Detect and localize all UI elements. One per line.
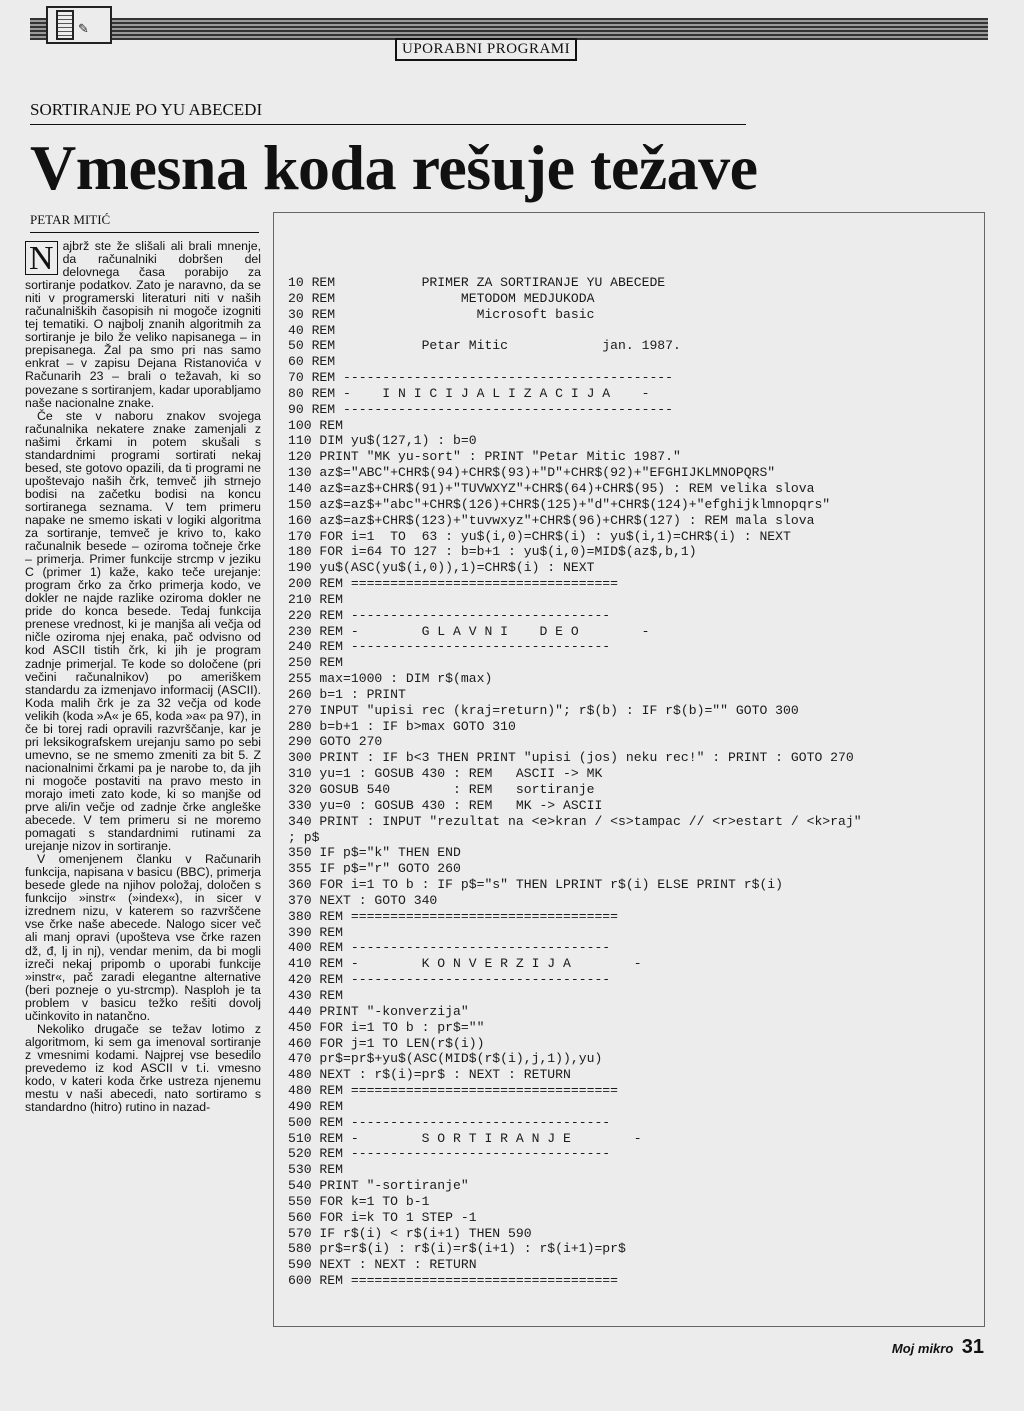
code-line: 260 b=1 : PRINT [288,686,406,702]
code-line: 60 REM [288,354,336,370]
code-line: 130 az$="ABC"+CHR$(94)+CHR$(93)+"D"+CHR$(92)+"EFGHIJKLMNOPQRS" [288,465,776,481]
code-line: 580 pr$=r$(i) : r$(i)=r$(i+1) : r$(i+1)=pr$ [288,1241,626,1257]
code-line: 350 IF p$="k" THEN END [288,845,461,861]
paragraph: Nekoliko drugače se težav lotimo z algoritmom, ki sem ga imenoval sortiranje z vmesnimi kodami. Najprej vse besedilo prevedemo iz kod ASCII v t.i. vmesno kodo, v kateri koda črke ustreza njenemu mestu v naši abecedi, nato sortiramo s standardno (hitro) rutino in nazad- [25,1021,261,1115]
pencil-icon: ✎ [78,22,89,37]
code-line: 230 REM - G L A V N I D E O - [288,623,650,639]
code-line: 40 REM [288,322,336,338]
code-line: 410 REM - K O N V E R Z I J A - [288,956,642,972]
program-listing-box [273,212,985,1327]
page-footer [892,1336,984,1359]
code-line: 500 REM --------------------------------- [288,1114,611,1130]
code-line: 390 REM [288,924,344,940]
code-line: 255 max=1000 : DIM r$(max) [288,671,493,687]
article-kicker: SORTIRANJE PO YU ABECEDI [30,100,263,119]
code-line: 280 b=b+1 : IF b>max GOTO 310 [288,718,516,734]
code-line: 470 pr$=pr$+yu$(ASC(MID$(r$(i),j,1)),yu) [288,1051,603,1067]
code-line: 220 REM --------------------------------- [288,607,611,623]
code-line: ; p$ [288,829,320,845]
code-line: 440 PRINT "-konverzija" [288,1003,469,1019]
code-line: 90 REM ------------------------------------------ [288,401,674,417]
code-line: 250 REM [288,655,344,671]
paragraph: V omenjenem članku v Računarih funkcija, napisana v basicu (BBC), primerja besede glede na njihov položaj, določen s funkcijo »instr« (»index«), in sicer v izrednem nizu, v katerem so razvrščene vse črke naše abecede. Nalogo sicer več ali manj opravi (upošteva vse črke razen dž, đ, lj in nj), vendar menim, da bi mogli izreči nekaj pripomb o uporabi funkcije »instr«, pač zaradi elegantne alternative (beri pozneje o yu-strcmp). Nasploh je ta problem v basicu težko rešiti dovolj učinkovito in natančno. [25,852,261,1023]
code-line: 150 az$=az$+"abc"+CHR$(126)+CHR$(125)+"d"+CHR$(124)+"efghijklmnopqrs" [288,496,831,512]
magazine-name: Moj mikro [891,1341,954,1356]
code-line: 180 FOR i=64 TO 127 : b=b+1 : yu$(i,0)=MID$(az$,b,1) [288,544,697,560]
code-line: 590 NEXT : NEXT : RETURN [288,1257,477,1273]
code-line: 310 yu=1 : GOSUB 430 : REM ASCII -> MK [288,766,603,782]
code-line: 240 REM --------------------------------- [288,639,611,655]
code-line: 480 REM ================================== [288,1083,619,1099]
code-line: 340 PRINT : INPUT "rezultat na <e>kran / <s>tampac // <r>estart / <k>raj" [288,813,862,829]
code-line: 20 REM METODOM MEDJUKODA [288,290,595,306]
program-listing [288,275,862,1289]
code-line: 570 IF r$(i) < r$(i+1) THEN 590 [288,1225,532,1241]
code-line: 450 FOR i=1 TO b : pr$="" [288,1019,485,1035]
code-line: 600 REM ================================== [288,1273,619,1289]
code-line: 420 REM --------------------------------- [288,972,611,988]
article-body [25,240,261,1328]
section-label: UPORABNI PROGRAMI [395,38,577,61]
code-line: 490 REM [288,1098,344,1114]
code-line: 520 REM --------------------------------- [288,1146,611,1162]
code-line: 80 REM - I N I C I J A L I Z A C I J A - [288,385,650,401]
code-line: 300 PRINT : IF b<3 THEN PRINT "upisi (jos) neku rec!" : PRINT : GOTO 270 [288,750,854,766]
code-line: 30 REM Microsoft basic [288,306,595,322]
code-line: 510 REM - S O R T I R A N J E - [288,1130,642,1146]
code-line: 10 REM PRIMER ZA SORTIRANJE YU ABECEDE [288,275,666,290]
code-line: 200 REM ================================== [288,576,619,592]
code-line: 380 REM ================================== [288,908,619,924]
code-line: 320 GOSUB 540 : REM sortiranje [288,782,595,797]
code-line: 290 GOTO 270 [288,734,383,750]
code-line: 50 REM Petar Mitic jan. 1987. [288,338,681,354]
headline: Vmesna koda rešuje težave [30,132,758,203]
code-line: 360 FOR i=1 TO b : IF p$="s" THEN LPRINT r$(i) ELSE PRINT r$(i) [288,877,784,893]
code-line: 100 REM [288,417,344,433]
code-line: 530 REM [288,1162,344,1178]
code-line: 400 REM --------------------------------- [288,940,611,956]
paragraph-text: ajbrž ste že slišali ali brali mnenje, da računalniki dobršen del delovnega časa porabijo za sortiranje podatkov. Zato je naravno, da se niti v programerski literaturi niti v naših računalniških časopisih ni mogoče izogniti tej tematiki. O najbolj znanih algoritmih za sortiranje je bilo že veliko napisanega – in prepisanega. Žal pa smo pri nas samo enkrat – v zapisu Dejana Ristanovića v Računarih 23 – brali o težavah, ki so povezane s sortiranjem, kadar uporabljamo naše nacionalne znake. [25,240,261,410]
code-line: 480 NEXT : r$(i)=pr$ : NEXT : RETURN [288,1067,571,1083]
code-line: 460 FOR j=1 TO LEN(r$(i)) [288,1035,485,1051]
code-line: 270 INPUT "upisi rec (kraj=return)"; r$(b) : IF r$(b)="" GOTO 300 [288,702,799,718]
code-line: 430 REM [288,987,344,1003]
drop-cap: N [25,241,58,275]
paragraph [25,240,261,410]
code-line: 210 REM [288,591,344,607]
code-line: 540 PRINT "-sortiranje" [288,1178,469,1194]
code-line: 330 yu=0 : GOSUB 430 : REM MK -> ASCII [288,797,603,813]
divider [30,232,259,233]
listing-icon [46,6,112,44]
code-line: 190 yu$(ASC(yu$(i,0)),1)=CHR$(i) : NEXT [288,560,595,576]
code-line: 160 az$=az$+CHR$(123)+"tuvwxyz"+CHR$(96)+CHR$(127) : REM mala slova [288,512,815,528]
code-line: 170 FOR i=1 TO 63 : yu$(i,0)=CHR$(i) : yu$(i,1)=CHR$(i) : NEXT [288,528,791,544]
divider [30,124,746,125]
page-number: 31 [961,1336,984,1358]
code-line: 550 FOR k=1 TO b-1 [288,1193,430,1209]
code-line: 140 az$=az$+CHR$(91)+"TUVWXYZ"+CHR$(64)+CHR$(95) : REM velika slova [288,480,815,496]
code-line: 70 REM ------------------------------------------ [288,370,674,386]
paragraph: Če ste v naboru znakov svojega računalnika nekatere znake zamenjali z našimi črkami in potem skušali s standardnimi programi sortirati nekaj besed, ste gotovo opazili, da ti programi ne upoštevajo naših črk, temveč jih strnejo bodisi na začetku bodisi na koncu sortiranega seznama. V tem primeru napake ne smemo iskati v logiki algoritma za sortiranje, temveč je krivo to, kako računalnik besede – oziroma točneje črke – primerja. Primer funkcije strcmp v jeziku C (primer 1) kaže, kako teče urejanje: program črko za črko primerja kodo, ve dokler ne najde razlike oziroma dokler ne pride do konca besede. Tedaj funkcija prenese vrednost, ki je manjša ali večja od ničle oziroma njej enaka, pač odvisno od kod ASCII tistih črk, ki jih je program zadnje primerjal. Te kode so določene (pri večini računalnikov) po ameriškem standardu za izmenjavo informacij (ASCII). Koda malih črk je za 32 večja od kode velikih (koda »A« je 65, koda »a« pa 97), in če bi torej radi opravili razvrščanje, kar je pri leksikografskem urejanju samo po sebi umevno, se ne smemo zmeniti za bit 5. Z nacionalnimi črkami pa je narobe to, da jih ni mogoče postaviti na pravo mesto in morajo imeti zato kode, ki so manjše od prve ali/in večje od zadnje črke angleške abecede. V tem primeru si ne moremo pomagati s standardnimi rutinami za urejanje nizov in sortiranje. [25,408,261,854]
code-line: 120 PRINT "MK yu-sort" : PRINT "Petar Mitic 1987." [288,449,681,465]
header-bar [30,18,988,40]
code-line: 560 FOR i=k TO 1 STEP -1 [288,1209,477,1225]
code-line: 110 DIM yu$(127,1) : b=0 [288,433,477,449]
code-line: 370 NEXT : GOTO 340 [288,892,438,908]
document-icon [56,10,74,40]
code-line: 355 IF p$="r" GOTO 260 [288,861,461,877]
byline: PETAR MITIĆ [30,212,111,227]
